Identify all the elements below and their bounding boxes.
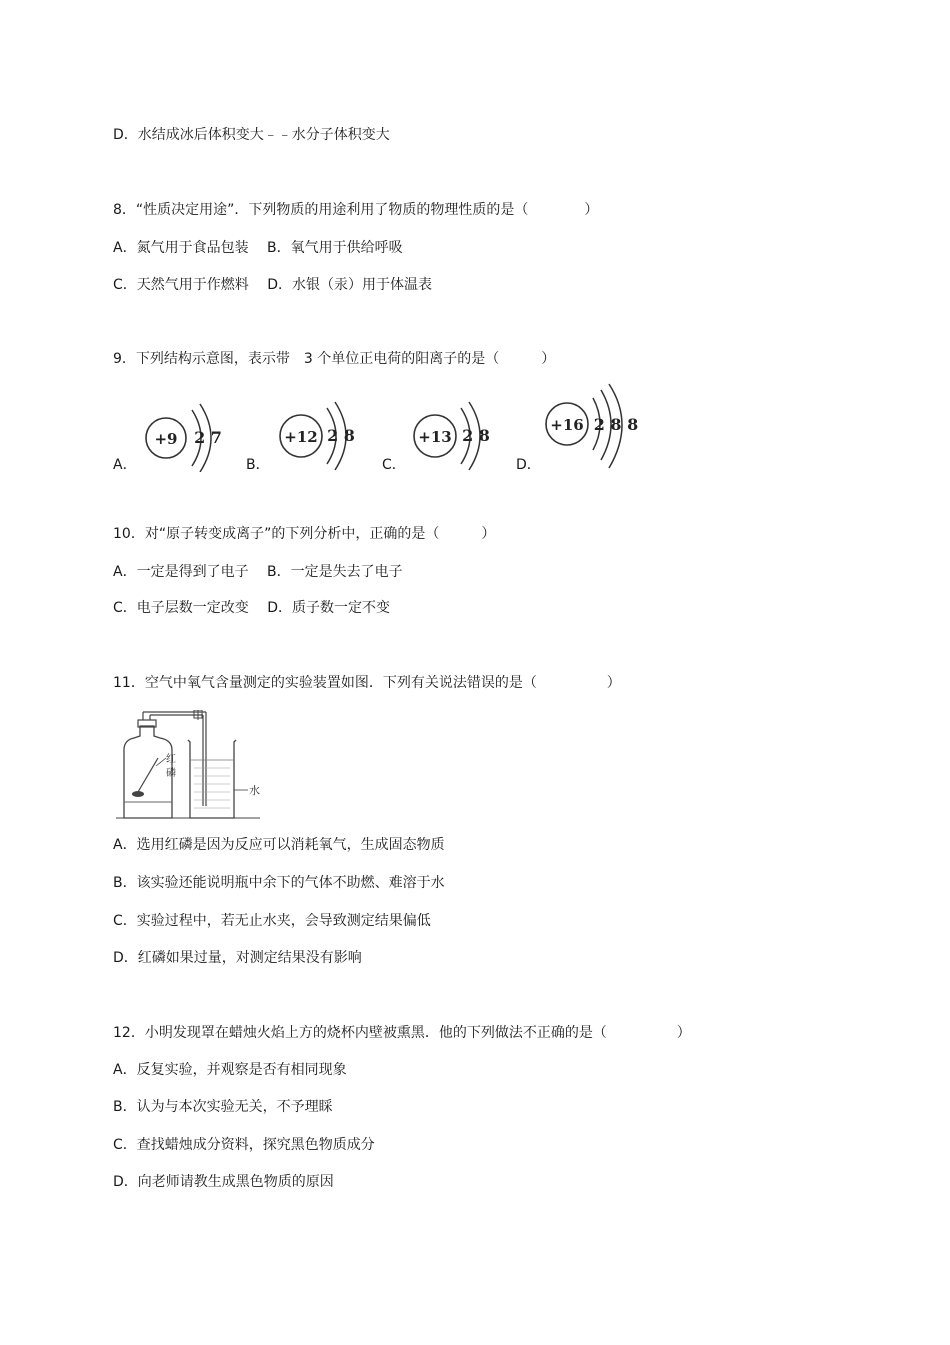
q9-option-d-diagram (543, 382, 643, 472)
q10-options-row2: C．电子层数一定改变 D．质子数一定不变 (113, 600, 391, 616)
q9-option-a-label: A． (113, 457, 137, 473)
q11-option-d: D．红磷如果过量，对测定结果没有影响 (113, 950, 362, 966)
q9-option-a-diagram (140, 398, 230, 472)
q9-option-c-label: C． (382, 457, 406, 473)
q9-option-c-diagram (409, 398, 499, 472)
q11-apparatus-figure (110, 710, 270, 826)
q9-d-shells: 2 8 8 (593, 415, 639, 434)
q11-label-water: 水 (249, 784, 260, 797)
q12-option-c: C．查找蜡烛成分资料，探究黑色物质成分 (113, 1137, 375, 1153)
q11-stem: 11．空气中氧气含量测定的实验装置如图．下列有关说法错误的是（ ） (113, 675, 621, 691)
q7-option-d: D．水结成冰后体积变大﹣﹣水分子体积变大 (113, 127, 390, 143)
q8-options-row1: A．氮气用于食品包装 B．氧气用于供给呼吸 (113, 240, 403, 256)
q11-label-phosphorus-2: 磷 (166, 768, 176, 779)
q11-label-phosphorus-1: 红 (166, 754, 176, 765)
q9-option-d-label: D． (516, 457, 541, 473)
q9-a-shells: 2 7 (194, 428, 222, 447)
q11-option-a: A．选用红磷是因为反应可以消耗氧气，生成固态物质 (113, 837, 445, 853)
q12-option-a: A．反复实验，并观察是否有相同现象 (113, 1062, 347, 1078)
q9-c-nucleus: +13 (418, 428, 452, 446)
q9-option-b-diagram (275, 398, 365, 472)
q9-d-nucleus: +16 (550, 416, 584, 434)
q10-stem: 10．对“原子转变成离子”的下列分析中，正确的是（ ） (113, 526, 496, 542)
q9-c-shells: 2 8 (462, 426, 490, 445)
q9-b-shells: 2 8 (327, 426, 355, 445)
q12-option-d: D．向老师请教生成黑色物质的原因 (113, 1174, 334, 1190)
q10-options-row1: A．一定是得到了电子 B．一定是失去了电子 (113, 564, 403, 580)
q8-stem: 8．“性质决定用途”．下列物质的用途利用了物质的物理性质的是（ ） (113, 202, 599, 218)
q12-stem: 12．小明发现罩在蜡烛火焰上方的烧杯内壁被熏黑．他的下列做法不正确的是（ ） (113, 1025, 691, 1041)
q11-option-b: B．该实验还能说明瓶中余下的气体不助燃、难溶于水 (113, 875, 445, 891)
q9-b-nucleus: +12 (284, 428, 318, 446)
q8-options-row2: C．天然气用于作燃料 D．水银（汞）用于体温表 (113, 277, 433, 293)
q9-stem: 9．下列结构示意图，表示带 3 个单位正电荷的阳离子的是（ ） (113, 351, 556, 367)
q11-option-c: C．实验过程中，若无止水夹，会导致测定结果偏低 (113, 913, 431, 929)
q12-option-b: B．认为与本次实验无关，不予理睬 (113, 1099, 333, 1115)
q9-a-nucleus: +9 (154, 430, 178, 448)
q9-option-b-label: B． (246, 457, 270, 473)
